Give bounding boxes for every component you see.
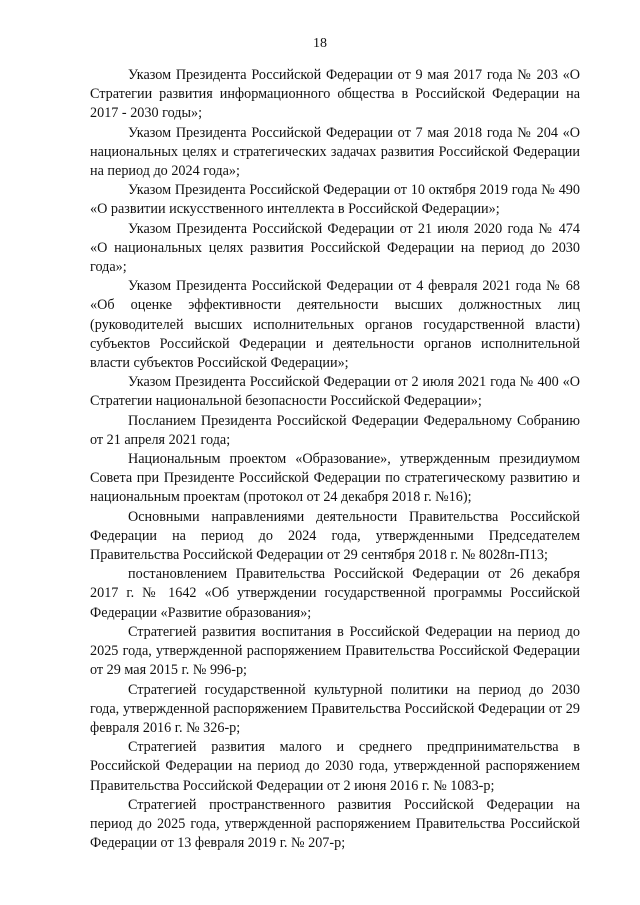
paragraph: постановлением Правительства Российской Федерации от 26 декабря 2017 г. № 1642 «Об утверждении государственной программы Российской Федерации «Развитие образования»; [90,566,580,621]
paragraph: Посланием Президента Российской Федерации Федеральному Собранию от 21 апреля 2021 года; [90,412,580,448]
page-number: 18 [313,36,327,51]
paragraph: Указом Президента Российской Федерации от 4 февраля 2021 года № 68 «Об оценке эффективности деятельности высших должностных лиц (руководителей высших исполнительных органов государственной власти) субъектов Российской Федерации и деятельности органов исполнительной власти субъектов Российской Федерации»; [90,278,580,372]
paragraph: Указом Президента Российской Федерации от 7 мая 2018 года № 204 «О национальных целях и стратегических задачах развития Российской Федерации на период до 2024 года»; [90,124,580,180]
paragraph: Указом Президента Российской Федерации от 21 июля 2020 года № 474 «О национальных целях развития Российской Федерации на период до 2030 года»; [90,220,580,276]
paragraph: Стратегией развития малого и среднего предпринимательства в Российской Федерации на период до 2030 года, утвержденной распоряжением Правительства Российской Федерации от 2 июня 2016 г. № 1083-р; [90,739,580,794]
paragraph: Стратегией развития воспитания в Российской Федерации на период до 2025 года, утвержденной распоряжением Правительства Российской Федерации от 29 мая 2015 г. № 996-р; [90,623,580,679]
document-body [90,66,580,853]
paragraph: Указом Президента Российской Федерации от 2 июля 2021 года № 400 «О Стратегии национальной безопасности Российской Федерации»; [90,374,580,410]
paragraph: Стратегией пространственного развития Российской Федерации на период до 2025 года, утвержденной распоряжением Правительства Российской Федерации от 13 февраля 2019 г. № 207-р; [90,796,580,852]
paragraph: Основными направлениями деятельности Правительства Российской Федерации на период до 2024 года, утвержденными Председателем Правительства Российской Федерации от 29 сентября 2018 г. № 8028п-П13; [90,508,580,564]
paragraph: Указом Президента Российской Федерации от 10 октября 2019 года № 490 «О развитии искусственного интеллекта в Российской Федерации»; [90,182,580,218]
paragraph: Стратегией государственной культурной политики на период до 2030 года, утвержденной распоряжением Правительства Российской Федерации от 29 февраля 2016 г. № 326-р; [90,681,580,736]
paragraph: Национальным проектом «Образование», утвержденным президиумом Совета при Президенте Российской Федерации по стратегическому развитию и национальным проектам (протокол от 24 декабря 2018 г. №16); [90,451,580,506]
paragraph: Указом Президента Российской Федерации от 9 мая 2017 года № 203 «О Стратегии развития информационного общества в Российской Федерации на 2017 - 2030 годы»; [90,67,580,122]
